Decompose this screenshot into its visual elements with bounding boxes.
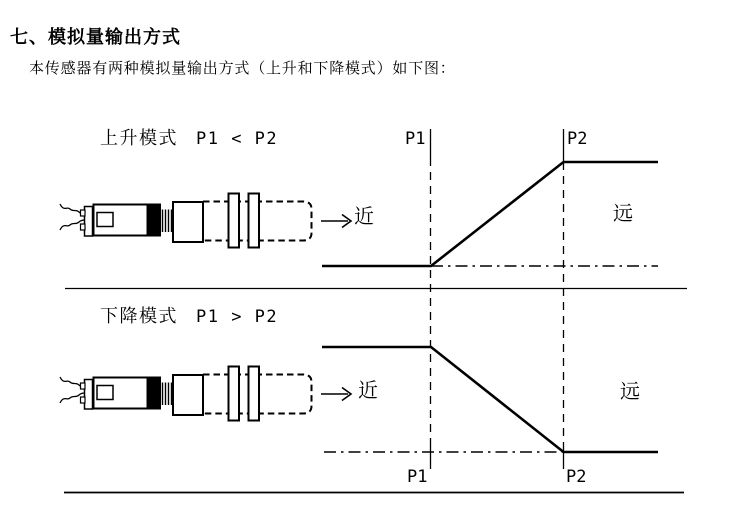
far-label-rising: 远 <box>613 203 633 225</box>
near-label-falling: 近 <box>358 380 378 402</box>
falling-condition-label: P1 > P2 <box>196 307 279 327</box>
far-label-falling: 远 <box>620 381 640 403</box>
intro-text: 本传感器有两种模拟量输出方式（上升和下降模式）如下图： <box>29 61 456 77</box>
p1-label-falling: P1 <box>407 467 428 487</box>
rising-condition-label: P1 < P2 <box>196 129 279 149</box>
falling-mode-label: 下降模式 <box>100 306 178 326</box>
sensor-drawing-falling <box>60 367 351 421</box>
sensor-drawing-rising <box>60 194 351 248</box>
near-label-rising: 近 <box>354 206 374 228</box>
p2-label-rising: P2 <box>567 129 588 149</box>
rising-mode-label: 上升模式 <box>100 128 178 148</box>
p1-label-rising: P1 <box>405 129 426 149</box>
doc-title: 七、模拟量输出方式 <box>10 27 181 47</box>
p2-label-falling: P2 <box>566 467 587 487</box>
